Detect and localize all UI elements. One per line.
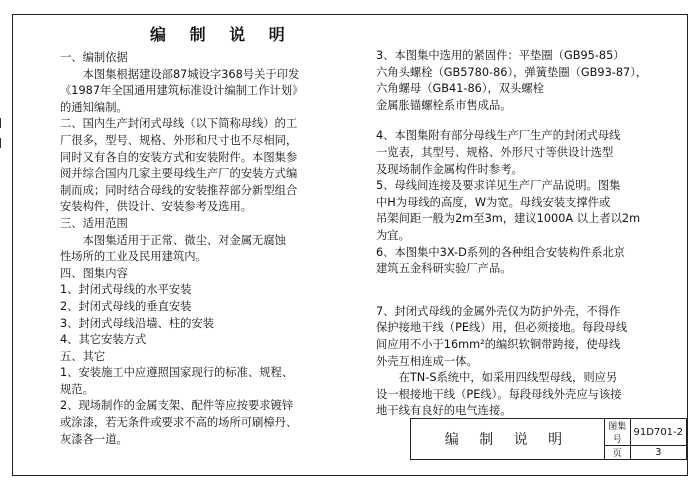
text-line: 1、封闭式母线的水平安装	[60, 283, 192, 297]
text-line: 或涂漆，若无条件或要求不高的场所可刷樟丹、	[60, 416, 298, 430]
text-line: 金属胀锚螺栓系市售成品。	[376, 98, 512, 112]
text-line: 2、现场制作的金属支架、配件等应按要求镀锌	[60, 399, 294, 413]
fasteners-note	[376, 48, 676, 114]
text-line: 保护接地干线（PE线）用，但必须接地。每段母线	[376, 321, 628, 335]
text-line: 制而成；同时结合母线的安装推荐部分新型组合	[60, 183, 298, 197]
text-line: 灰漆各一道。	[60, 432, 128, 446]
text-line: 六角头螺栓（GB5780-86），弹簧垫圈（GB93-87），	[376, 65, 648, 79]
text-line: 1、安装施工中应遵照国家现行的标准、规程、	[60, 366, 294, 380]
left-text-column	[60, 50, 332, 448]
text-line: 一览表，其型号、规格、外形尺寸等供设计选型	[376, 145, 614, 159]
text-line: 六角螺母（GB41-86），双头螺栓	[376, 82, 544, 96]
text-line: 4、本图集附有部分母线生产厂生产的封闭式母线	[376, 129, 621, 143]
text-line: 同时又有各自的安装方式和安装附件。本图集参	[60, 150, 298, 164]
title-block-name: 编 制 说 明	[411, 419, 605, 460]
text-line: 6、本图集中3X-D系列的各种组合安装构件系北京	[376, 245, 625, 259]
right-text-column	[376, 48, 676, 420]
text-line: 的通知编制。	[60, 100, 128, 114]
text-line: 五、其它	[60, 349, 106, 363]
notes-4-6	[376, 128, 676, 277]
text-line: 7、封闭式母线的金属外壳仅为防护外壳，不得作	[376, 304, 621, 318]
text-line: 厂很多，型号、规格、外形和尺寸也不尽相同，	[60, 133, 298, 147]
text-line: 3、本图集中选用的紧固件：平垫圈（GB95-85）	[376, 49, 625, 62]
text-line: 在TN-S系统中，如采用四线型母线，则应另	[376, 371, 618, 385]
atlas-number-label: 图集号	[604, 419, 630, 446]
text-line: 安装构件，供设计、安装参考及选用。	[60, 200, 253, 214]
text-line: 建筑五金科研实验厂产品。	[376, 262, 512, 276]
title-block	[410, 418, 687, 460]
text-line: 阅并综合国内几家主要母线生产厂的安装方式编	[60, 167, 298, 181]
text-line: 本图集根据建设部87城设字368号关于印发	[60, 67, 300, 81]
page-number: 3	[630, 446, 686, 460]
text-line: 一、编制依据	[60, 51, 128, 64]
text-line: 2、封闭式母线的垂直安装	[60, 299, 192, 313]
text-line: 3、封闭式母线沿墙、柱的安装	[60, 316, 215, 330]
text-line: 本图集适用于正常、微尘、对金属无腐蚀	[60, 233, 286, 247]
text-line: 设一根接地干线（PE线）。每段母线外壳应与该接	[376, 387, 622, 401]
text-line: 四、图集内容	[60, 266, 128, 280]
text-line: 为宜。	[376, 228, 410, 242]
binding-mark	[0, 138, 5, 148]
text-line: 及现场制作金属构件时参考。	[376, 162, 523, 176]
binding-mark	[0, 118, 5, 128]
text-line: 5、母线间连接及要求详见生产厂产品说明。图集	[376, 179, 621, 193]
text-line: 规范。	[60, 382, 94, 396]
text-line: 性场所的工业及民用建筑内。	[60, 250, 207, 264]
text-line: 地干线有良好的电气连接。	[376, 404, 512, 418]
page-label: 页	[604, 446, 630, 460]
grounding-note	[376, 304, 676, 420]
text-line: 三、适用范围	[60, 216, 128, 230]
text-line: 间应用不小于16mm²的编织软铜带跨接，使母线	[376, 337, 621, 351]
text-line: 二、国内生产封闭式母线（以下简称母线）的工	[60, 117, 298, 131]
atlas-number: 91D701-2	[630, 419, 686, 446]
text-line: 吊架间距一般为2m至3m，建议1000A 以上者以2m	[376, 212, 641, 226]
text-line: 《1987年全国通用建筑标准设计编制工作计划》	[60, 84, 304, 98]
text-line: 外壳互相连成一体。	[376, 354, 478, 368]
document-title: 编 制 说 明	[150, 25, 294, 44]
text-line: 中H为母线的高度，W为宽。母线安装支撑件或	[376, 195, 611, 209]
text-line: 4、其它安装方式	[60, 333, 147, 347]
